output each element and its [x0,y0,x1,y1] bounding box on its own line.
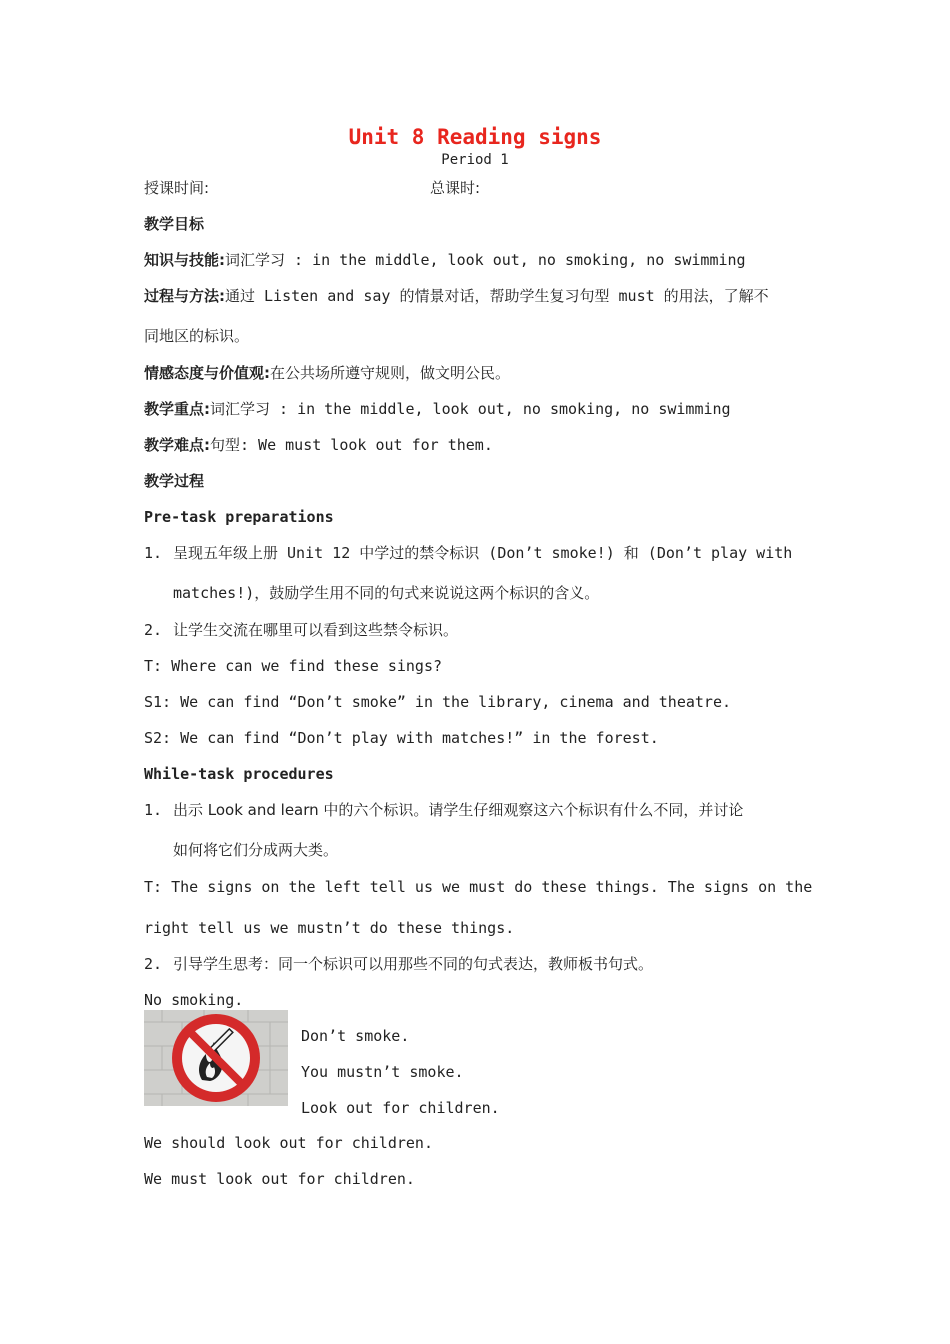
knowledge-text: 词汇学习 : in the middle, look out, no smoking, no swimming [225,251,746,269]
while-item1-num: 1. [144,801,163,819]
process-label: 过程与方法: [144,287,225,305]
dialog-s2: S2: We can find “Don’t play with matches!” in the forest. [144,729,659,747]
while-item2-num: 2. [144,955,163,973]
pre-item2-num: 2. [144,621,163,639]
sentence-must: We must look out for children. [144,1170,415,1188]
time-label: 授课时间: [144,179,210,197]
pre-task-heading: Pre-task preparations [144,508,334,526]
sentence-should: We should look out for children. [144,1134,433,1152]
goals-heading: 教学目标 [144,215,205,233]
while-item1-line2: 如何将它们分成两大类。 [173,841,339,859]
pre-item2-text: 让学生交流在哪里可以看到这些禁令标识。 [173,621,459,639]
process-row [144,286,769,306]
key-point-text: 词汇学习 : in the middle, look out, no smoking, no swimming [210,400,731,418]
dialog-t: T: Where can we find these sings? [144,657,443,675]
pre-item1-num: 1. [144,544,163,562]
dialog-s1: S1: We can find “Don’t smoke” in the library, cinema and theatre. [144,693,731,711]
difficulty-text: 句型: We must look out for them. [210,436,493,454]
sentence-mustnt-smoke: You mustn’t smoke. [301,1063,464,1081]
process-text-cont: 同地区的标识。 [144,327,250,345]
emotion-label: 情感态度与价值观: [144,364,270,382]
total-label: 总课时: [430,179,481,197]
process-heading: 教学过程 [144,472,205,490]
while-t-line1: T: The signs on the left tell us we must do these things. The signs on the [144,878,813,896]
while-item1-line1: 出示 Look and learn 中的六个标识。请学生仔细观察这六个标识有什么不同，并讨论 [173,801,744,819]
while-item2-text: 引导学生思考：同一个标识可以用那些不同的句式表达，教师板书句式。 [173,955,654,973]
key-point-row [144,399,731,419]
difficulty-label: 教学难点: [144,436,210,454]
while-task-heading: While-task procedures [144,765,334,783]
no-fire-sign-icon [144,1010,288,1106]
no-smoking-text: No smoking. [144,991,244,1009]
difficulty-row [144,435,493,455]
doc-subtitle: Period 1 [441,152,509,168]
knowledge-row [144,250,746,270]
emotion-text: 在公共场所遵守规则，做文明公民。 [270,364,511,382]
knowledge-label: 知识与技能: [144,251,225,269]
while-t-line2: right tell us we mustn’t do these things. [144,919,515,937]
doc-title: Unit 8 Reading signs [348,125,602,149]
emotion-row [144,363,510,383]
key-point-label: 教学重点: [144,400,210,418]
pre-item1-line2: matches!)，鼓励学生用不同的句式来说说这两个标识的含义。 [173,584,600,602]
sentence-look-out: Look out for children. [301,1099,500,1117]
pre-item1-line1: 呈现五年级上册 Unit 12 中学过的禁令标识 (Don’t smoke!) 和 (Don’t play with [173,544,793,562]
process-text: 通过 Listen and say 的情景对话，帮助学生复习句型 must 的用法，了解不 [225,287,769,305]
sentence-dont-smoke: Don’t smoke. [301,1027,410,1045]
